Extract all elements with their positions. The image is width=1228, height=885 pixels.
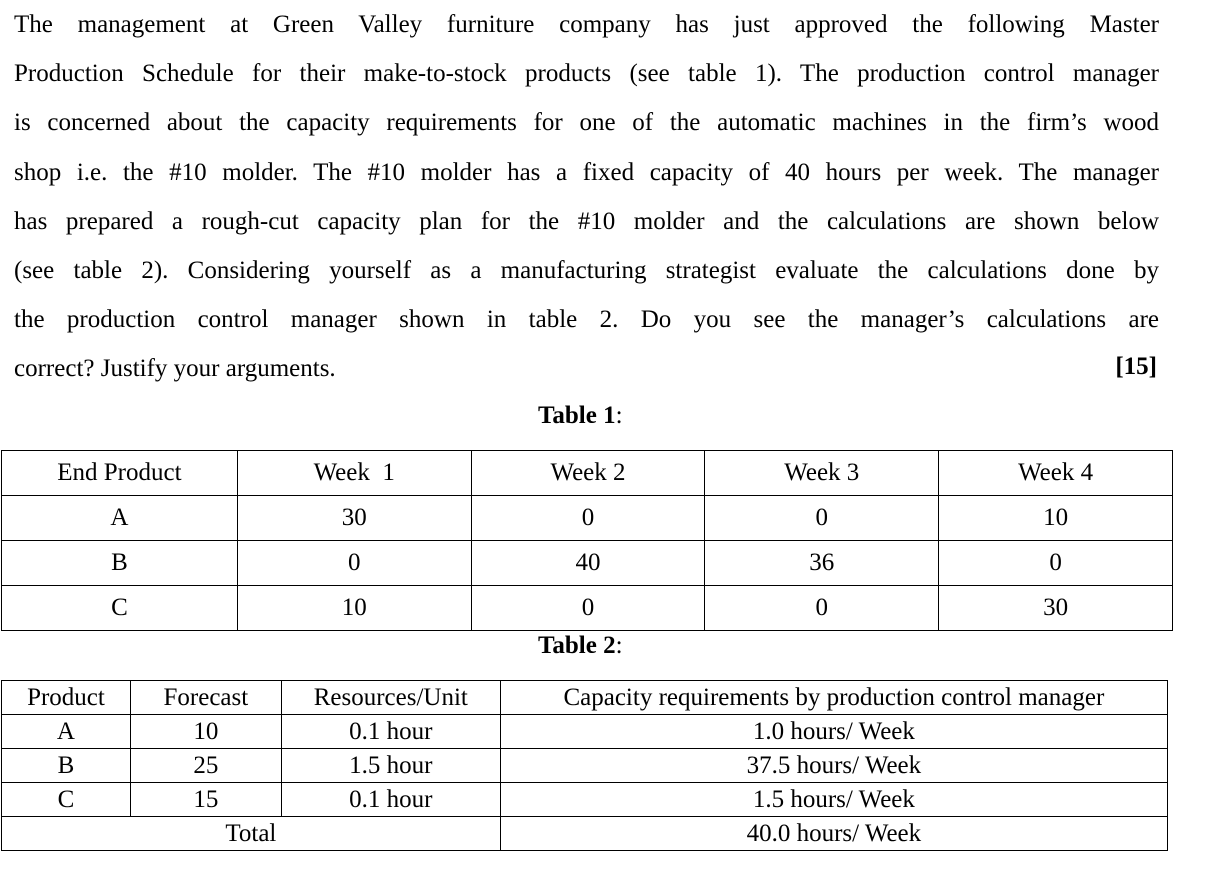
header-cell: Week 1 bbox=[237, 451, 471, 496]
question-line: (see table 2). Considering yourself as a manufacturing strategist evaluate the calculations done by bbox=[14, 256, 1159, 284]
table-cell: A bbox=[2, 715, 131, 749]
table-cell: C bbox=[2, 783, 131, 817]
table-row bbox=[2, 715, 1168, 749]
total-value: 40.0 hours/ Week bbox=[500, 817, 1167, 851]
table-cell: 0 bbox=[705, 586, 939, 631]
header-cell: Week 3 bbox=[705, 451, 939, 496]
table2-caption bbox=[538, 632, 623, 660]
table-cell: 10 bbox=[237, 586, 471, 631]
table-cell: 10 bbox=[130, 715, 281, 749]
table-cell: 37.5 hours/ Week bbox=[500, 749, 1167, 783]
header-cell: Week 2 bbox=[471, 451, 705, 496]
table-row bbox=[2, 783, 1168, 817]
table-cell: 0 bbox=[939, 541, 1173, 586]
question-line: is concerned about the capacity requirements for one of the automatic machines in the firm’s wood bbox=[14, 109, 1159, 137]
header-cell: Product bbox=[2, 681, 131, 715]
total-label: Total bbox=[2, 817, 501, 851]
table-cell: 30 bbox=[237, 496, 471, 541]
question-line: The management at Green Valley furniture company has just approved the following Master bbox=[14, 11, 1159, 38]
question-line: shop i.e. the #10 molder. The #10 molder has a fixed capacity of 40 hours per week. The manager bbox=[14, 158, 1159, 186]
question-line: Production Schedule for their make-to-stock products (see table 1). The production control manager bbox=[14, 60, 1159, 88]
table-cell: 0 bbox=[237, 541, 471, 586]
header-cell: Forecast bbox=[130, 681, 281, 715]
table1-caption-text: Table 1 bbox=[538, 402, 616, 429]
table-cell: 10 bbox=[939, 496, 1173, 541]
table-cell: 1.0 hours/ Week bbox=[500, 715, 1167, 749]
table-cell: 0 bbox=[705, 496, 939, 541]
master-production-schedule-table bbox=[1, 450, 1173, 631]
header-cell: Resources/Unit bbox=[281, 681, 500, 715]
header-cell: Week 4 bbox=[939, 451, 1173, 496]
table-cell: C bbox=[2, 586, 238, 631]
table2-caption-text: Table 2 bbox=[538, 632, 616, 659]
table-row bbox=[2, 749, 1168, 783]
table-cell: 0.1 hour bbox=[281, 715, 500, 749]
table1-caption-colon: : bbox=[615, 402, 623, 429]
table-cell: B bbox=[2, 749, 131, 783]
table-header-row bbox=[2, 681, 1168, 715]
total-row bbox=[2, 817, 1168, 851]
table1-caption bbox=[538, 402, 623, 430]
table-cell: 15 bbox=[130, 783, 281, 817]
table-cell: 1.5 hours/ Week bbox=[500, 783, 1167, 817]
table-row bbox=[2, 496, 1173, 541]
table-cell: 36 bbox=[705, 541, 939, 586]
table-cell: 1.5 hour bbox=[281, 749, 500, 783]
question-line: correct? Justify your arguments. bbox=[14, 355, 336, 383]
table-header-row bbox=[2, 451, 1173, 496]
table-cell: 40 bbox=[471, 541, 705, 586]
table-cell: B bbox=[2, 541, 238, 586]
header-cell: Capacity requirements by production control manager bbox=[500, 681, 1167, 715]
table-cell: 30 bbox=[939, 586, 1173, 631]
table-cell: 25 bbox=[130, 749, 281, 783]
header-cell: End Product bbox=[2, 451, 238, 496]
table-cell: 0 bbox=[471, 586, 705, 631]
table-cell: A bbox=[2, 496, 238, 541]
question-line: the production control manager shown in table 2. Do you see the manager’s calculations are bbox=[14, 306, 1159, 334]
question-line: has prepared a rough-cut capacity plan for the #10 molder and the calculations are shown below bbox=[14, 207, 1159, 235]
table-row bbox=[2, 586, 1173, 631]
table2-caption-colon: : bbox=[615, 632, 623, 659]
table-row bbox=[2, 541, 1173, 586]
question-text bbox=[14, 0, 1159, 394]
capacity-plan-table bbox=[1, 680, 1168, 851]
table-cell: 0.1 hour bbox=[281, 783, 500, 817]
table-cell: 0 bbox=[471, 496, 705, 541]
marks-label: [15] bbox=[1115, 353, 1157, 380]
